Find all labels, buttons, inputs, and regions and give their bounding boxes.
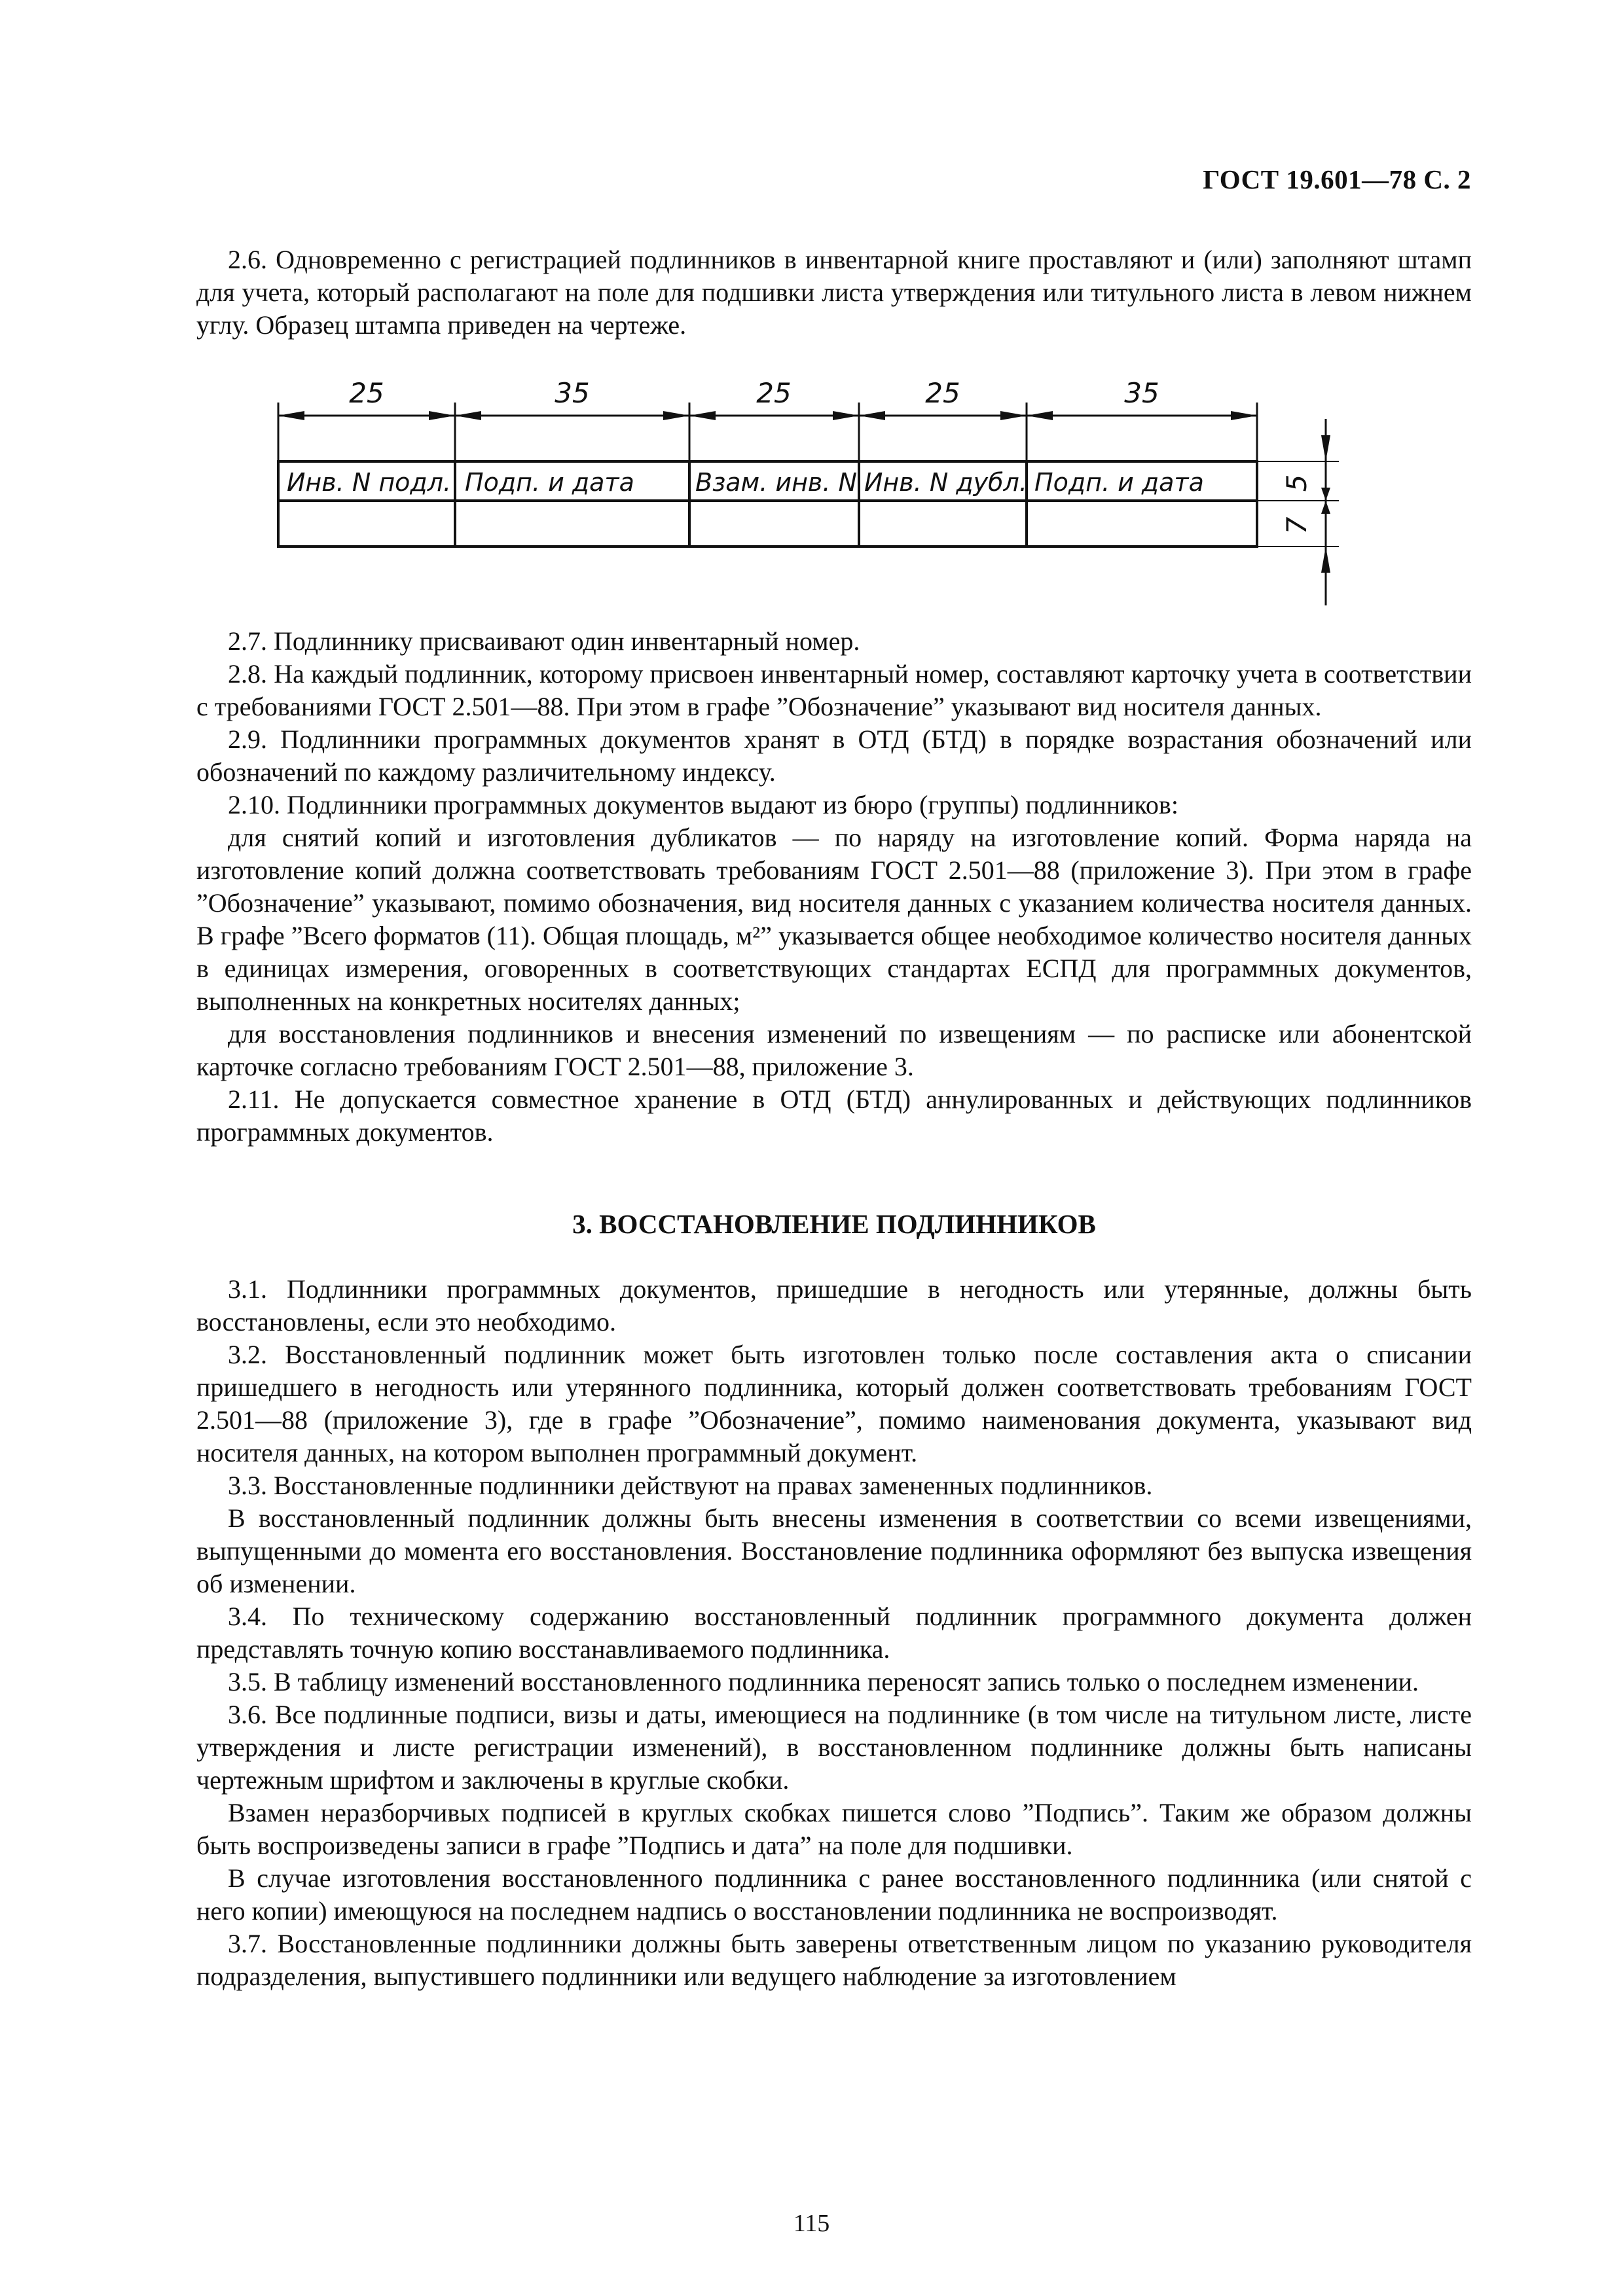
text-block-2-7-to-2-11 — [196, 625, 1472, 1149]
stamp-drawing — [275, 367, 1349, 615]
paragraph: для восстановления подлинников и внесения изменений по извещениям — по расписке или абонентской карточке согласно требованиям ГОСТ 2.501—88, приложение 3. — [196, 1019, 1472, 1081]
section-heading: 3. ВОССТАНОВЛЕНИЕ ПОДЛИННИКОВ — [572, 1209, 1096, 1239]
paragraph: 2.6. Одновременно с регистрацией подлинников в инвентарной книге проставляют и (или) заполняют штамп для учета, который располагают на поле для подшивки листа утверждения или титульного листа в левом нижнем углу. Образец штампа приведен на чертеже. — [196, 245, 1472, 340]
paragraph: 3.5. В таблицу изменений восстановленного подлинника переносят запись только о последнем изменении. — [228, 1667, 1419, 1696]
paragraph: 2.10. Подлинники программных документов выдают из бюро (группы) подлинников: — [228, 790, 1178, 819]
paragraph: 3.6. Все подлинные подписи, визы и даты, имеющиеся на подлиннике (в том числе на титульном листе, листе утверждения и листе регистрации изменений), в восстановленном подлиннике должны быть написаны чертежным шрифтом и заключены в круглые скобки. — [196, 1700, 1472, 1795]
stamp-col-inv-orig: Инв. N подл. — [287, 468, 452, 497]
paragraph: В восстановленный подлинник должны быть внесены изменения в соответствии со всеми извещениями, выпущенными до момента его восстановления. Восстановление подлинника оформляют без выпуска извещения об изменении. — [196, 1503, 1472, 1598]
text-block-section-3 — [196, 1273, 1472, 1993]
stamp-col-sign-date: Подп. и дата — [465, 468, 634, 497]
paragraph: 3.7. Восстановленные подлинники должны быть заверены ответственным лицом по указанию руководителя подразделения, выпустившего подлинники или ведущего наблюдение за изготовлением — [196, 1929, 1472, 1991]
stamp-col-sign-date-2: Подп. и дата — [1034, 468, 1204, 497]
dimension-label: 35 — [555, 377, 590, 409]
paragraph: В случае изготовления восстановленного подлинника с ранее восстановленного подлинника (или снятой с него копии) имеющуюся на последнем надпись о восстановлении подлинника не воспроизводят. — [196, 1863, 1472, 1926]
text-block-2-6 — [196, 243, 1472, 342]
stamp-col-inv-dup: Инв. N дубл. — [864, 468, 1027, 497]
paragraph: 3.3. Восстановленные подлинники действуют на правах замененных подлинников. — [228, 1471, 1153, 1500]
row-height-label: 7 — [1281, 516, 1313, 535]
paragraph: для снятий копий и изготовления дубликатов — по наряду на изготовление копий. Форма наряда на изготовление копий должна соответствовать требованиям ГОСТ 2.501—88 (приложение 3). При этом в графе ”Обозначение” указывают, помимо обозначения, вид носителя данных с указанием количества носителя данных. В графе ”Всего форматов (11). Общая площадь, м²” указывается общее необходимое количество носителя данных в единицах измерения, оговоренных в соответствующих стандартах ЕСПД для программных документов, выполненных на конкретных носителях данных; — [196, 823, 1472, 1016]
row-height-label: 5 — [1281, 474, 1313, 492]
page-header: ГОСТ 19.601—78 С. 2 — [1203, 164, 1471, 194]
stamp-col-replace-inv: Взам. инв. N — [695, 468, 857, 497]
page-number: 115 — [793, 2210, 830, 2237]
paragraph: Взамен неразборчивых подписей в круглых скобках пишется слово ”Подпись”. Таким же образом должны быть воспроизведены записи в графе ”Подпись и дата” на поле для подшивки. — [196, 1798, 1472, 1860]
paragraph: 3.1. Подлинники программных документов, пришедшие в негодность или утерянные, должны быть восстановлены, если это необходимо. — [196, 1274, 1472, 1336]
paragraph: 3.4. По техническому содержанию восстановленный подлинник программного документа должен представлять точную копию восстанавливаемого подлинника. — [196, 1602, 1472, 1664]
dimension-label: 35 — [1124, 377, 1159, 409]
paragraph: 3.2. Восстановленный подлинник может быть изготовлен только после составления акта о списании пришедшего в негодность или утерянного подлинника, который должен соответствовать требованиям ГОСТ 2.501—88 (приложение 3), где в графе ”Обозначение”, помимо наименования документа, указывают вид носителя данных, на котором выполнен программный документ. — [196, 1340, 1472, 1467]
paragraph: 2.11. Не допускается совместное хранение в ОТД (БТД) аннулированных и действующих подлинников программных документов. — [196, 1085, 1472, 1147]
dimension-label: 25 — [925, 377, 960, 409]
dimension-label: 25 — [349, 377, 384, 409]
dimension-label: 25 — [756, 377, 792, 409]
paragraph: 2.7. Подлиннику присваивают один инвентарный номер. — [228, 626, 860, 656]
paragraph: 2.9. Подлинники программных документов хранят в ОТД (БТД) в порядке возрастания обозначений или обозначений по каждому различительному индексу. — [196, 725, 1472, 787]
paragraph: 2.8. На каждый подлинник, которому присвоен инвентарный номер, составляют карточку учета в соответствии с требованиями ГОСТ 2.501—88. При этом в графе ”Обозначение” указывают вид носителя данных. — [196, 659, 1472, 721]
